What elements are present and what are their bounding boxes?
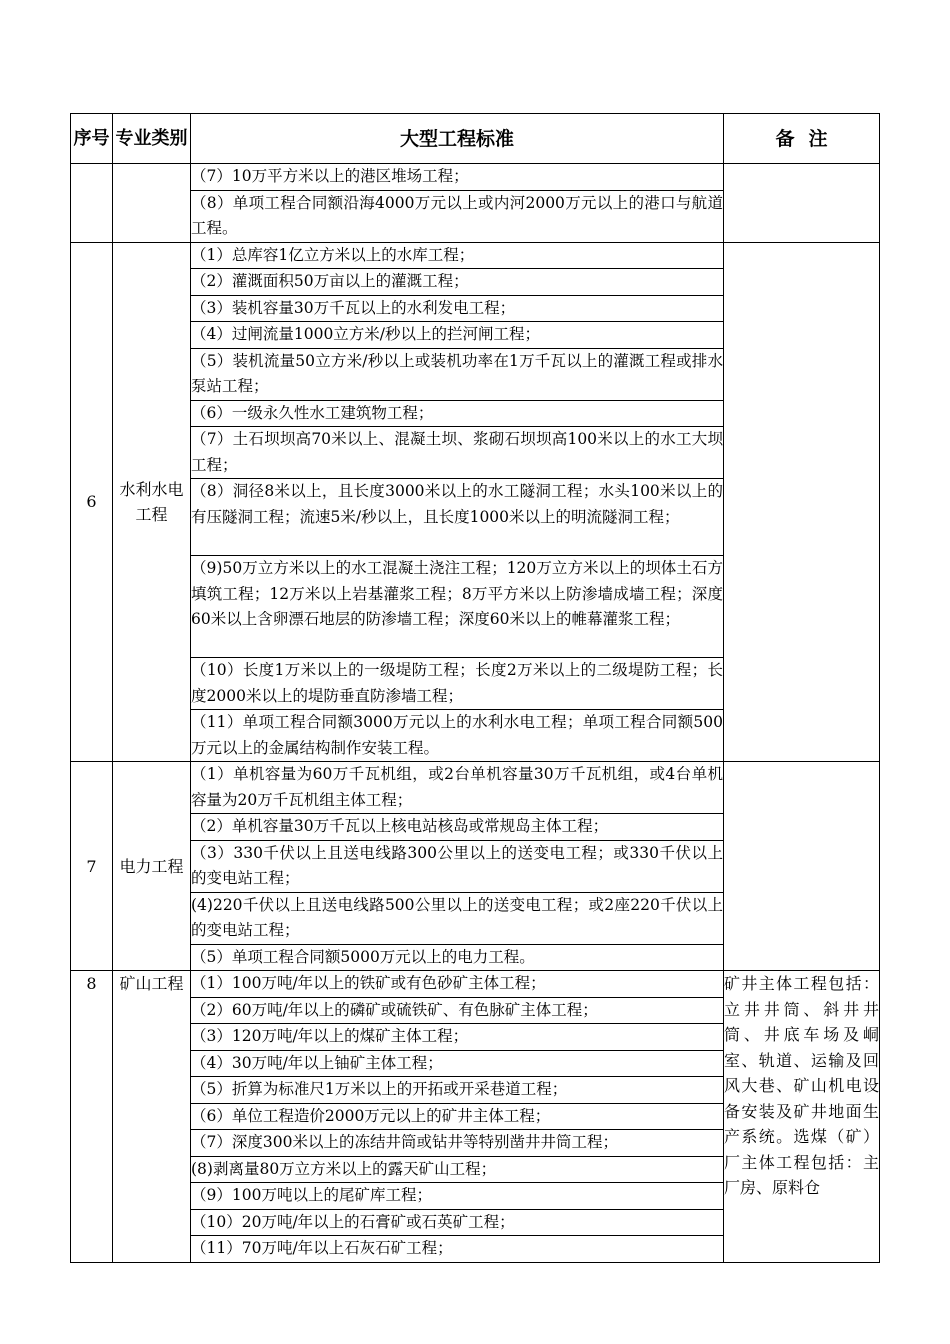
table-row bbox=[71, 762, 880, 814]
standard-item: （3）装机容量30万千瓦以上的水利发电工程； bbox=[191, 295, 724, 322]
standard-item: （8）洞径8米以上，且长度3000米以上的水工隧洞工程；水头100米以上的有压隧洞工程；流速5米/秒以上，且长度1000米以上的明流隧洞工程； bbox=[191, 479, 724, 556]
group-number: 7 bbox=[71, 762, 113, 971]
standard-item: （7）深度300米以上的冻结井筒或钻井等特别凿井井筒工程； bbox=[191, 1130, 724, 1157]
standard-item: （4）过闸流量1000立方米/秒以上的拦河闸工程； bbox=[191, 322, 724, 349]
group-note: 矿井主体工程包括：立井井筒、斜井井筒、井底车场及峒室、轨道、运输及回风大巷、矿山机电设备安装及矿井地面生产系统。选煤（矿）厂主体工程包括：主厂房、原料仓 bbox=[724, 971, 880, 1263]
standard-item: （8）单项工程合同额沿海4000万元以上或内河2000万元以上的港口与航道工程。 bbox=[191, 190, 724, 242]
standard-item: （7）土石坝坝高70米以上、混凝土坝、浆砌石坝坝高100米以上的水工大坝工程； bbox=[191, 427, 724, 479]
table-header bbox=[71, 114, 880, 164]
standard-item: （4）30万吨/年以上铀矿主体工程； bbox=[191, 1050, 724, 1077]
group-category: 水利水电工程 bbox=[113, 242, 191, 762]
standard-item: （5）单项工程合同额5000万元以上的电力工程。 bbox=[191, 944, 724, 971]
standard-item: （3）120万吨/年以上的煤矿主体工程； bbox=[191, 1024, 724, 1051]
table-row bbox=[71, 971, 880, 998]
standard-item: （6）单位工程造价2000万元以上的矿井主体工程； bbox=[191, 1103, 724, 1130]
standard-item: (4)220千伏以上且送电线路500公里以上的送变电工程；或2座220千伏以上的变电站工程； bbox=[191, 892, 724, 944]
group-number: 8 bbox=[71, 971, 113, 1263]
standard-item: （7）10万平方米以上的港区堆场工程； bbox=[191, 164, 724, 191]
table-row bbox=[71, 242, 880, 269]
standard-item: （11）70万吨/年以上石灰石矿工程； bbox=[191, 1236, 724, 1263]
standard-item: (8)剥离量80万立方米以上的露天矿山工程； bbox=[191, 1156, 724, 1183]
standard-item: （2）灌溉面积50万亩以上的灌溉工程； bbox=[191, 269, 724, 296]
group-category: 电力工程 bbox=[113, 762, 191, 971]
group-category: 矿山工程 bbox=[113, 971, 191, 1263]
standard-item: （2）60万吨/年以上的磷矿或硫铁矿、有色脉矿主体工程； bbox=[191, 997, 724, 1024]
standard-item: （10）长度1万米以上的一级堤防工程；长度2万米以上的二级堤防工程；长度2000米以上的堤防垂直防渗墙工程； bbox=[191, 658, 724, 710]
standard-item: （11）单项工程合同额3000万元以上的水利水电工程；单项工程合同额500万元以上的金属结构制作安装工程。 bbox=[191, 710, 724, 762]
standard-item: （1）总库容1亿立方米以上的水库工程； bbox=[191, 242, 724, 269]
standard-item: （3）330千伏以上且送电线路300公里以上的送变电工程；或330千伏以上的变电站工程； bbox=[191, 840, 724, 892]
standard-item: （6）一级永久性水工建筑物工程； bbox=[191, 400, 724, 427]
standard-item: （5）装机流量50立方米/秒以上或装机功率在1万千瓦以上的灌溉工程或排水泵站工程； bbox=[191, 348, 724, 400]
header-note-label: 备注 bbox=[775, 127, 842, 150]
group-note bbox=[724, 164, 880, 243]
standard-item: （2）单机容量30万千瓦以上核电站核岛或常规岛主体工程； bbox=[191, 814, 724, 841]
standard-item: （9）100万吨以上的尾矿库工程； bbox=[191, 1183, 724, 1210]
standard-item: （9)50万立方米以上的水工混凝土浇注工程；120万立方米以上的坝体土石方填筑工程；12万米以上岩基灌浆工程；8万平方米以上防渗墙成墙工程；深度60米以上含卵漂石地层的防渗墙工程；深度60米以上的帷幕灌浆工程； bbox=[191, 556, 724, 658]
standard-item: （10）20万吨/年以上的石膏矿或石英矿工程； bbox=[191, 1209, 724, 1236]
standard-item: （5）折算为标准尺1万米以上的开拓或开采巷道工程； bbox=[191, 1077, 724, 1104]
table-body bbox=[71, 164, 880, 1263]
group-category bbox=[113, 164, 191, 243]
standard-item: （1）100万吨/年以上的铁矿或有色砂矿主体工程； bbox=[191, 971, 724, 998]
header-category: 专业类别 bbox=[113, 114, 191, 164]
standard-item: （1）单机容量为60万千瓦机组，或2台单机容量30万千瓦机组，或4台单机容量为20万千瓦机组主体工程； bbox=[191, 762, 724, 814]
header-seq: 序号 bbox=[71, 114, 113, 164]
group-note bbox=[724, 762, 880, 971]
group-note bbox=[724, 242, 880, 762]
group-number: 6 bbox=[71, 242, 113, 762]
standards-table bbox=[70, 113, 880, 1263]
group-number bbox=[71, 164, 113, 243]
table-row bbox=[71, 164, 880, 191]
header-note bbox=[724, 114, 880, 164]
header-standard: 大型工程标准 bbox=[191, 114, 724, 164]
